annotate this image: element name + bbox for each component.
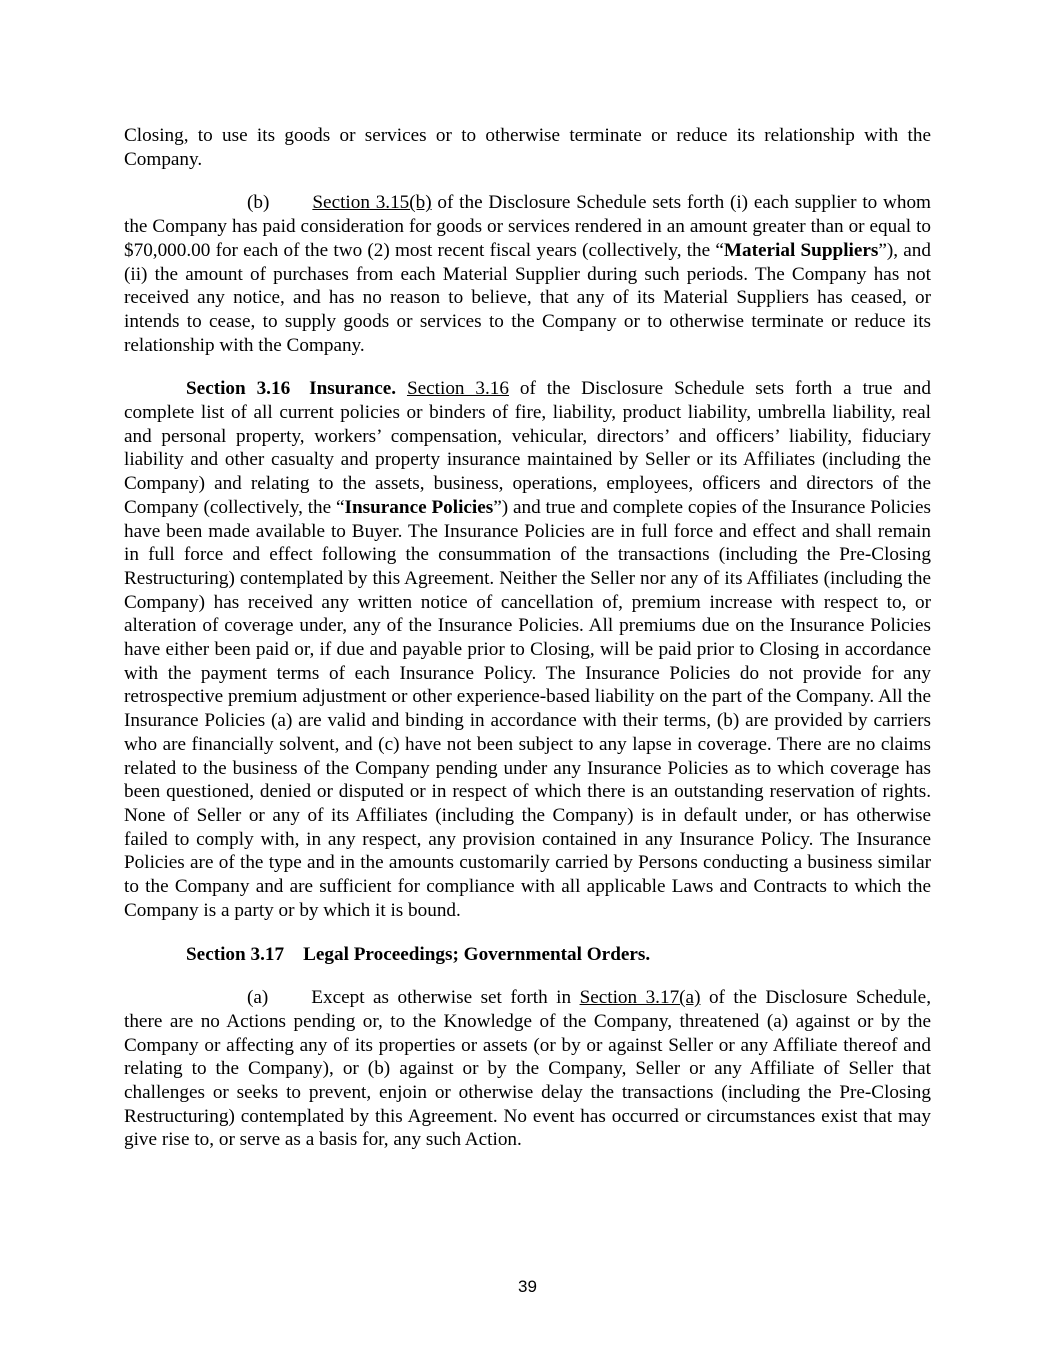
paragraph-label: (b) (247, 192, 270, 214)
continuation-paragraph (124, 124, 931, 171)
paragraph-3-15-b (124, 191, 931, 357)
section-number: Section 3.17 (186, 943, 285, 965)
paragraph-3-17-a (124, 986, 931, 1152)
paragraph-text: ”), and (ii) the amount of purchases from each Material Supplier during such periods. The Company has not received any notice, and has no reason to believe, that any of its Material Suppliers has ceased, or intends to cease, to supply goods or services to the Company or to otherwise terminate or reduce its relationship with the Company. (124, 239, 931, 356)
paragraph-text: of the Disclosure Schedule sets forth (i) each supplier to whom the Company has paid consideration for goods or services rendered in an amount greater than or equal to $70,000.00 for each of the two (2) most recent fiscal years (collectively, the “ (124, 192, 931, 261)
section-text: of the Disclosure Schedule sets forth a true and complete list of all current policies or binders of fire, liability, product liability, umbrella liability, real and personal property, workers’ compensation, vehicular, directors’ and officers’ liability, fiduciary liability and other casualty and property insurance maintained by Seller or its Affiliates (including the Company) and relating to the assets, business, operations, employees, officers and directors of the Company (collectively, the “ (124, 378, 931, 518)
defined-term-insurance-policies: Insurance Policies (344, 496, 494, 518)
paragraph-text: Except as otherwise set forth in (311, 987, 580, 1009)
cross-reference-section-3-17-a: Section 3.17(a) (579, 987, 701, 1009)
cross-reference-section-3-16: Section 3.16 (406, 378, 509, 400)
paragraph-text: of the Disclosure Schedule, there are no Actions pending or, to the Knowledge of the Company, threatened (a) against or by the Company or affecting any of its properties or assets (or by or against Seller or any Affiliate thereof and relating to the Company), or (b) against or by the Company, Seller or any Affiliate of Seller that challenges or seeks to prevent, enjoin or otherwise delay the transactions (including the Pre-Closing Restructuring) contemplated by this Agreement. No event has occurred or circumstances exist that may give rise to, or serve as a basis for, any such Action. (124, 987, 931, 1151)
cross-reference-section-3-15-b: Section 3.15(b) (312, 192, 432, 214)
paragraph-label: (a) (247, 987, 269, 1009)
section-3-16-insurance (124, 377, 931, 922)
defined-term-material-suppliers: Material Suppliers (723, 239, 879, 261)
section-3-17-heading (124, 943, 931, 967)
section-text: ”) and true and complete copies of the Insurance Policies have been made available to Buyer. The Insurance Policies are in full force and effect and shall remain in full force and effect following the consummation of the transactions (including the Pre-Closing Restructuring) contemplated by this Agreement. Neither the Seller nor any of its Affiliates (including the Company) has received any written notice of cancellation of, premium increase with respect to, or alteration of coverage under, any of the Insurance Policies. All premiums due on the Insurance Policies have either been paid or, if due and payable prior to Closing, will be paid prior to Closing in accordance with the payment terms of each Insurance Policy. The Insurance Policies do not provide for any retrospective premium adjustment or other experience-based liability on the part of the Company. All the Insurance Policies (a) are valid and binding in accordance with their terms, (b) are provided by carriers who are financially solvent, and (c) have not been subject to any lapse in coverage. There are no claims related to the business of the Company pending under any Insurance Policies as to which coverage has been questioned, denied or disputed or in respect of which there is an outstanding reservation of rights. None of Seller or any of its Affiliates (including the Company) is in default under, or has otherwise failed to comply with, in any respect, any provision contained in any Insurance Policy. The Insurance Policies are of the type and in the amounts customarily carried by Persons conducting a business similar to the Company and are sufficient for compliance with all applicable Laws and Contracts to which the Company is a party or by which it is bound. (124, 496, 931, 921)
page-number: 39 (518, 1277, 537, 1296)
section-title: Legal Proceedings; Governmental Orders. (303, 943, 651, 965)
continuation-text: Closing, to use its goods or services or to otherwise terminate or reduce its relationship with the Company. (124, 125, 931, 170)
document-page (124, 124, 931, 1172)
section-number: Section 3.16 (186, 378, 291, 400)
section-title: Insurance. (309, 378, 397, 400)
